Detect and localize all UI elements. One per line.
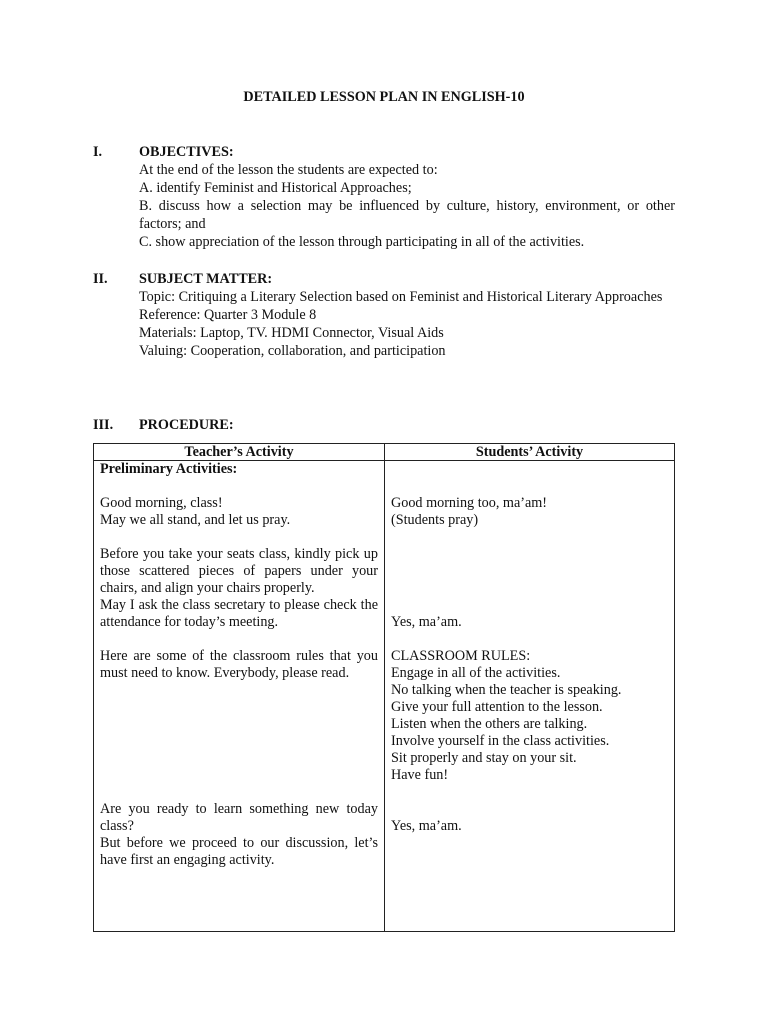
students-activity-header: Students’ Activity (385, 444, 675, 461)
procedure-table (93, 443, 675, 932)
objectives-heading: OBJECTIVES: (139, 144, 234, 160)
objectives-number: I. (93, 144, 103, 160)
students-greeting: Good morning too, ma’am! (391, 495, 548, 511)
classroom-rule: No talking when the teacher is speaking. (391, 682, 622, 698)
teacher-activity-cell (94, 461, 385, 932)
document-title: DETAILED LESSON PLAN IN ENGLISH-10 (243, 89, 525, 105)
objective-a: A. identify Feminist and Historical Approaches; (139, 180, 412, 196)
subject-matter-heading: SUBJECT MATTER: (139, 271, 273, 287)
procedure-number: III. (93, 417, 114, 433)
classroom-rule: Sit properly and stay on your sit. (391, 750, 577, 766)
objective-c: C. show appreciation of the lesson through participating in all of the activities. (139, 234, 585, 250)
objectives-section (93, 143, 675, 251)
students-pray: (Students pray) (391, 512, 479, 528)
students-attendance-reply: Yes, ma’am. (391, 614, 462, 630)
teacher-activity-header: Teacher’s Activity (94, 444, 385, 461)
objectives-intro: At the end of the lesson the students are expected to: (139, 162, 438, 178)
subject-valuing: Valuing: Cooperation, collaboration, and participation (139, 343, 446, 359)
classroom-rule: Listen when the others are talking. (391, 716, 588, 732)
subject-topic: Topic: Critiquing a Literary Selection based on Feminist and Historical Literary Approaches (139, 289, 663, 305)
procedure-heading: PROCEDURE: (139, 417, 234, 433)
teacher-rules-intro: Here are some of the classroom rules that you must need to know. Everybody, please read. (100, 648, 378, 681)
classroom-rules-heading: CLASSROOM RULES: (391, 648, 531, 664)
subject-reference: Reference: Quarter 3 Module 8 (139, 307, 317, 323)
procedure-section (93, 416, 675, 434)
teacher-prayer: May we all stand, and let us pray. (100, 512, 291, 528)
teacher-attendance-request: May I ask the class secretary to please check the attendance for today’s meeting. (100, 597, 378, 630)
subject-matter-section (93, 270, 675, 360)
subject-matter-number: II. (93, 271, 108, 287)
teacher-seats-instruction: Before you take your seats class, kindly pick up those scattered pieces of papers under your chairs, and align your chairs properly. (100, 546, 378, 596)
classroom-rule: Have fun! (391, 767, 449, 783)
teacher-greeting: Good morning, class! (100, 495, 223, 511)
classroom-rule: Give your full attention to the lesson. (391, 699, 603, 715)
objective-b: B. discuss how a selection may be influenced by culture, history, environment, or other factors; and (139, 198, 675, 232)
classroom-rule: Involve yourself in the class activities. (391, 733, 610, 749)
teacher-ready-question: Are you ready to learn something new today class? (100, 801, 378, 834)
classroom-rule: Engage in all of the activities. (391, 665, 561, 681)
subject-materials: Materials: Laptop, TV. HDMI Connector, Visual Aids (139, 325, 444, 341)
preliminary-activities-heading: Preliminary Activities: (100, 461, 238, 477)
students-activity-cell (385, 461, 675, 932)
teacher-activity-transition: But before we proceed to our discussion, let’s have first an engaging activity. (100, 835, 378, 868)
students-ready-reply: Yes, ma’am. (391, 818, 462, 834)
